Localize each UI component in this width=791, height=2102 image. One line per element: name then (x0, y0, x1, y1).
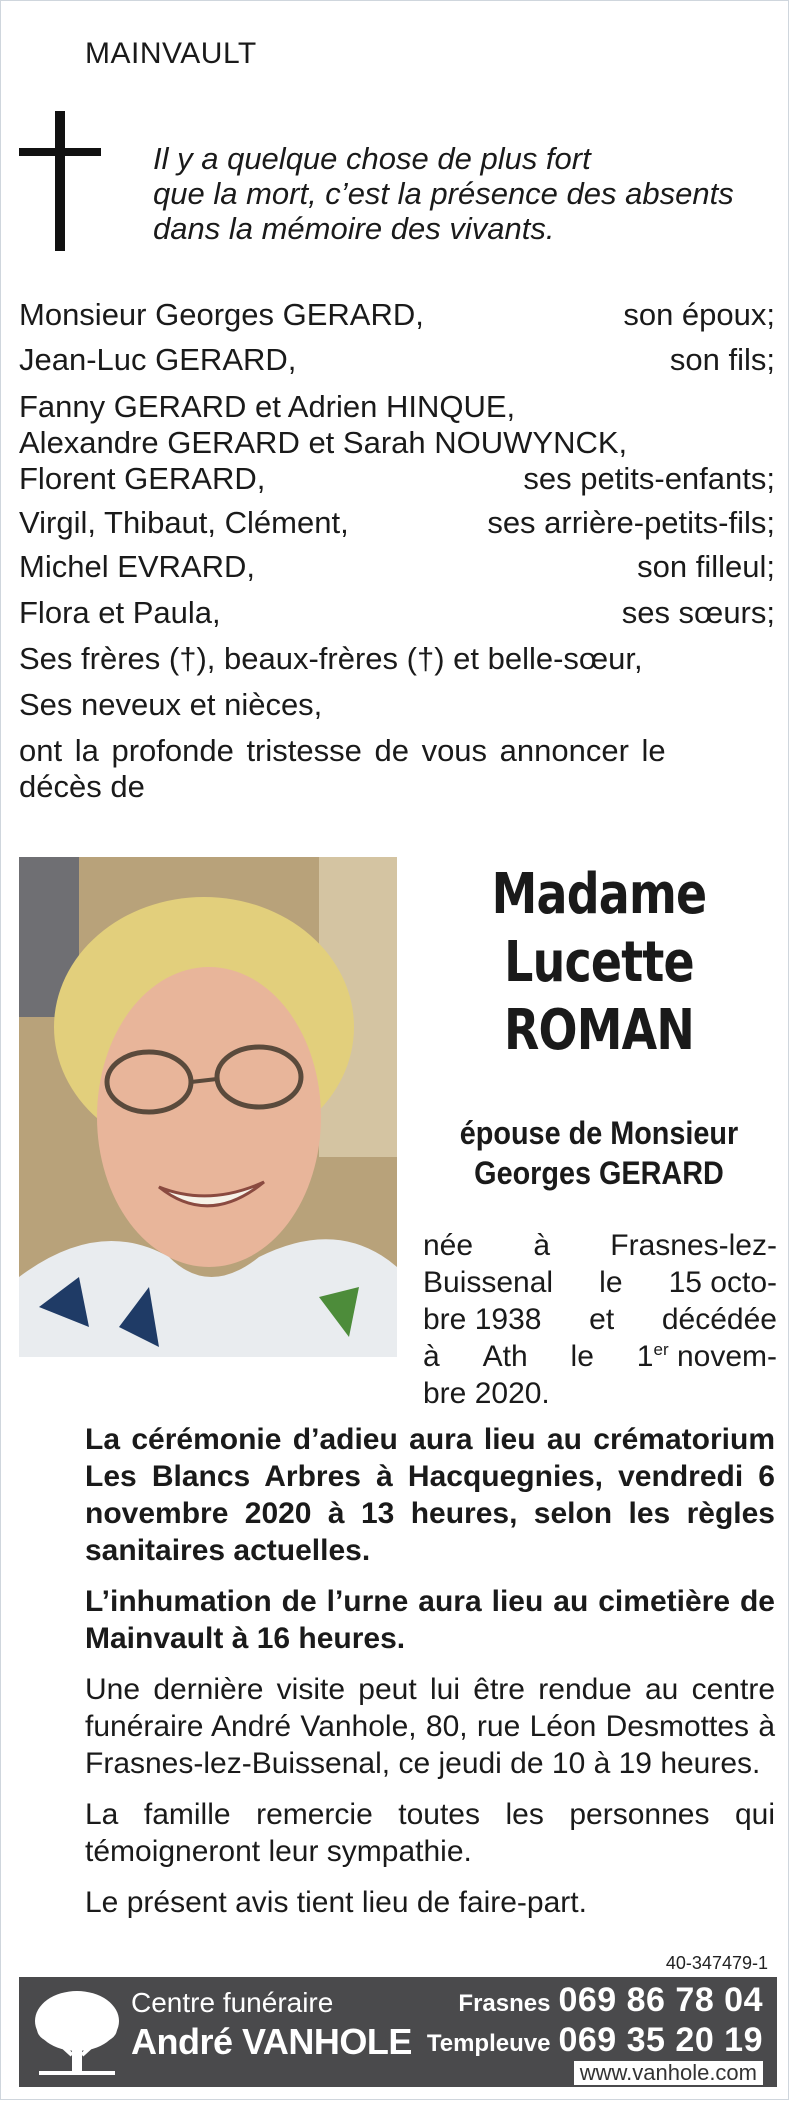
born-word: le (599, 1266, 623, 1299)
tree-icon (31, 1985, 123, 2079)
family-name: Flora et Paula, (19, 595, 221, 630)
visit-paragraph: Une dernière visite peut lui être rendue au centre funéraire André Vanhole, 80, rue Léon Desmottes à Frasnes-lez-Buissenal, ce jeudi de 10 à 19 heures. (85, 1673, 775, 1780)
town-heading: MAINVAULT (85, 37, 257, 70)
born-word: née (423, 1229, 474, 1262)
spouse-line: Georges GERARD (474, 1155, 724, 1191)
cross-icon (19, 111, 101, 251)
funeral-home-name: André VANHOLE (131, 2021, 412, 2062)
born-word: décédée (661, 1303, 777, 1336)
memorial-quote (153, 141, 783, 246)
family-row (19, 549, 775, 595)
ordinal-suffix: er (653, 1340, 669, 1359)
reference-number: 40-347479-1 (665, 1953, 768, 1973)
phone-templeuve (427, 2021, 763, 2060)
family-name: Michel EVRARD, (19, 549, 255, 584)
phone-number: 069 86 78 04 (558, 1981, 763, 2019)
spouse-line: épouse de Monsieur (459, 1115, 739, 1151)
funeral-home-banner (19, 1977, 777, 2087)
announce-text: ont la profonde tristesse de vous annoncer le (19, 733, 666, 768)
phone-frasnes (458, 1981, 763, 2020)
portrait-photo (19, 857, 397, 1357)
birth-death-info (423, 1227, 777, 1412)
family-line: Ses frères (†), beaux-frères (†) et belle-sœur, (19, 641, 643, 676)
burial-paragraph: L’inhumation de l’urne aura lieu au cimetière de Mainvault à 16 heures. (85, 1585, 775, 1655)
funeral-home-label: Centre funéraire (131, 1987, 334, 2018)
born-word: bre 1938 (423, 1303, 542, 1336)
announce-line (19, 733, 775, 769)
family-role: son filleul; (637, 549, 775, 584)
born-day: 1 (636, 1340, 654, 1373)
family-row (19, 342, 775, 387)
thanks-paragraph: La famille remercie toutes les personnes qui témoigneront leur sympathie. (85, 1798, 775, 1868)
spouse-info (437, 1113, 761, 1193)
family-name: Jean-Luc GERARD, (19, 342, 297, 377)
family-role: ses petits-enfants; (523, 461, 775, 496)
family-role: son époux; (623, 297, 775, 332)
born-line (423, 1301, 777, 1338)
family-name: Virgil, Thibaut, Clément, (19, 505, 349, 540)
born-line (423, 1264, 777, 1301)
born-word: Frasnes-lez- (610, 1229, 777, 1262)
family-row (19, 505, 775, 549)
family-row (19, 461, 775, 505)
born-word: à (533, 1229, 551, 1262)
born-word: à (423, 1340, 440, 1373)
website-link[interactable]: www.vanhole.com (574, 2061, 763, 2085)
family-role: son fils; (669, 342, 775, 377)
family-name: Florent GERARD, (19, 461, 266, 496)
quote-line: que la mort, c’est la présence des absents (153, 176, 734, 211)
quote-line: Il y a quelque chose de plus fort (153, 141, 591, 176)
phone-number: 069 35 20 19 (558, 2021, 763, 2059)
born-word: Ath (482, 1340, 528, 1373)
born-line (423, 1227, 777, 1264)
born-line (423, 1375, 777, 1412)
family-line: Alexandre GERARD et Sarah NOUWYNCK, (19, 425, 628, 460)
announce-line: décès de (19, 769, 145, 804)
family-line: Ses neveux et nièces, (19, 687, 323, 722)
ceremony-paragraph: La cérémonie d’adieu aura lieu au crématorium Les Blancs Arbres à Hacquegnies, vendredi 6 novembre 2020 à 13 heures, selon les règles sanitaires actuelles. (85, 1423, 775, 1567)
family-line: Fanny GERARD et Adrien HINQUE, (19, 389, 516, 424)
born-word: 15 octo- (668, 1266, 777, 1299)
family-list (19, 297, 775, 805)
notice-paragraph: Le présent avis tient lieu de faire-part. (85, 1886, 587, 1919)
born-word: le (570, 1340, 594, 1373)
family-name: Monsieur Georges GERARD, (19, 297, 424, 332)
family-role: ses sœurs; (621, 595, 775, 630)
born-word: Buissenal (423, 1266, 554, 1299)
deceased-name (419, 861, 779, 1065)
born-line (423, 1338, 777, 1375)
phone-city: Frasnes (458, 1990, 551, 2017)
born-word: novem- (676, 1340, 777, 1373)
family-row (19, 297, 775, 342)
family-row (19, 595, 775, 641)
quote-line: dans la mémoire des vivants. (153, 211, 555, 246)
deceased-title: Madame (491, 862, 707, 927)
service-details (19, 1421, 775, 1921)
deceased-last-name: ROMAN (504, 998, 694, 1063)
born-word: et (589, 1303, 615, 1336)
born-word: bre 2020. (423, 1377, 550, 1410)
born-word (637, 1338, 777, 1375)
deceased-first-name: Lucette (504, 930, 694, 995)
phone-city: Templeuve (426, 2030, 551, 2057)
family-role: ses arrière-petits-fils; (487, 505, 775, 540)
